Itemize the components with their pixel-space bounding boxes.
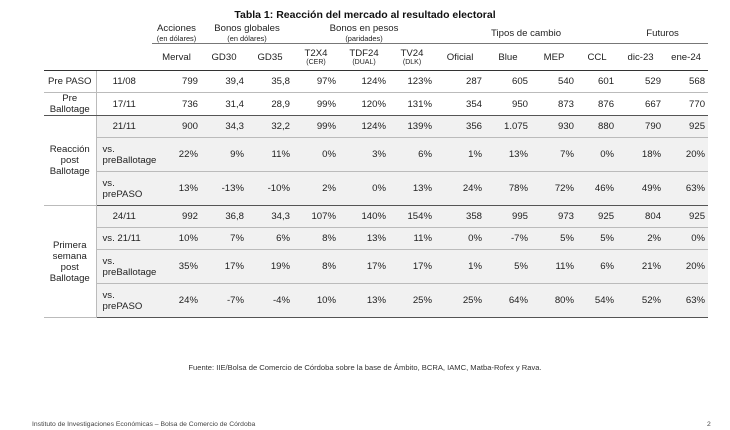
table-cell: 78% — [485, 172, 531, 206]
table-cell: 13% — [485, 138, 531, 172]
table-cell: 804 — [617, 206, 664, 228]
table-cell: 925 — [664, 206, 708, 228]
market-reaction-table — [44, 23, 708, 318]
table-cell: 35,8 — [247, 71, 293, 93]
row-date-label: vs. prePASO — [96, 172, 152, 206]
table-cell: 24% — [152, 284, 201, 318]
group-bonos-globales: Bonos globales (en dólares) — [201, 23, 293, 44]
table-row — [44, 250, 708, 284]
table-cell: 529 — [617, 71, 664, 93]
table-cell: 154% — [389, 206, 435, 228]
group-header-row — [44, 23, 708, 44]
table-cell: 3% — [339, 138, 389, 172]
table-cell: 19% — [247, 250, 293, 284]
table-cell: 13% — [152, 172, 201, 206]
table-cell: 0% — [577, 138, 617, 172]
table-cell: 107% — [293, 206, 339, 228]
row-group-label: Pre PASO — [44, 71, 96, 93]
column-header-dic-23: dic-23 — [617, 44, 664, 71]
table-cell: 17% — [339, 250, 389, 284]
table-cell: 540 — [531, 71, 577, 93]
table-cell: 49% — [617, 172, 664, 206]
table-cell: 1% — [435, 138, 485, 172]
table-cell: 39,4 — [201, 71, 247, 93]
table-cell: 54% — [577, 284, 617, 318]
row-date-label: 21/11 — [96, 116, 152, 138]
table-cell: 17% — [201, 250, 247, 284]
column-header-t2x4: T2X4 (CER) — [293, 44, 339, 71]
table-cell: 35% — [152, 250, 201, 284]
table-cell: 18% — [617, 138, 664, 172]
column-header-row — [44, 44, 708, 71]
row-date-label: 17/11 — [96, 93, 152, 116]
table-cell: 6% — [389, 138, 435, 172]
table-row — [44, 138, 708, 172]
table-cell: 354 — [435, 93, 485, 116]
table-row — [44, 116, 708, 138]
table-cell: 799 — [152, 71, 201, 93]
column-header-ccl: CCL — [577, 44, 617, 71]
table-cell: 46% — [577, 172, 617, 206]
table-cell: 11% — [531, 250, 577, 284]
table-cell: 34,3 — [247, 206, 293, 228]
row-date-label: vs. preBallotage — [96, 138, 152, 172]
group-tipos-cambio: Tipos de cambio — [435, 23, 617, 44]
table-row — [44, 172, 708, 206]
table-cell: 667 — [617, 93, 664, 116]
table-cell: 1.075 — [485, 116, 531, 138]
table-cell: 0% — [293, 138, 339, 172]
group-futuros: Futuros — [617, 23, 708, 44]
table-cell: 11% — [389, 228, 435, 250]
column-header-gd30: GD30 — [201, 44, 247, 71]
table-cell: 2% — [293, 172, 339, 206]
table-cell: 0% — [339, 172, 389, 206]
table-row — [44, 71, 708, 93]
table-cell: 992 — [152, 206, 201, 228]
table-cell: 356 — [435, 116, 485, 138]
table-cell: -7% — [485, 228, 531, 250]
table-cell: 2% — [617, 228, 664, 250]
table-cell: 358 — [435, 206, 485, 228]
column-header-oficial: Oficial — [435, 44, 485, 71]
table-title: Tabla 1: Reacción del mercado al resultado electoral — [234, 9, 496, 21]
table-cell: 10% — [152, 228, 201, 250]
table-cell: 6% — [577, 250, 617, 284]
table-cell: 605 — [485, 71, 531, 93]
table-cell: -10% — [247, 172, 293, 206]
table-cell: 139% — [389, 116, 435, 138]
table-cell: 880 — [577, 116, 617, 138]
table-cell: 28,9 — [247, 93, 293, 116]
column-header-mep: MEP — [531, 44, 577, 71]
table-cell: 99% — [293, 116, 339, 138]
table-cell: 5% — [577, 228, 617, 250]
table-cell: 0% — [664, 228, 708, 250]
row-group-label: Reacción post Ballotage — [44, 116, 96, 206]
column-header-tdf24: TDF24 (DUAL) — [339, 44, 389, 71]
table-cell: 6% — [247, 228, 293, 250]
row-date-label: 11/08 — [96, 71, 152, 93]
row-group-label: Primera semana post Ballotage — [44, 206, 96, 318]
table-cell: 140% — [339, 206, 389, 228]
table-cell: 8% — [293, 250, 339, 284]
table-cell: 287 — [435, 71, 485, 93]
table-cell: 123% — [389, 71, 435, 93]
table-cell: 97% — [293, 71, 339, 93]
table-cell: 950 — [485, 93, 531, 116]
table-cell: 24% — [435, 172, 485, 206]
table-cell: 7% — [531, 138, 577, 172]
table-cell: 973 — [531, 206, 577, 228]
table-cell: 995 — [485, 206, 531, 228]
table-cell: 80% — [531, 284, 577, 318]
table-cell: 790 — [617, 116, 664, 138]
table-cell: 72% — [531, 172, 577, 206]
table-cell: 1% — [435, 250, 485, 284]
table-row — [44, 93, 708, 116]
column-header-merval: Merval — [152, 44, 201, 71]
table-cell: 22% — [152, 138, 201, 172]
table-cell: 64% — [485, 284, 531, 318]
row-date-label: vs. prePASO — [96, 284, 152, 318]
table-cell: 36,8 — [201, 206, 247, 228]
column-header-ene-24: ene-24 — [664, 44, 708, 71]
table-cell: 8% — [293, 228, 339, 250]
table-cell: 13% — [389, 172, 435, 206]
table-cell: 5% — [531, 228, 577, 250]
table-cell: 11% — [247, 138, 293, 172]
table-row — [44, 206, 708, 228]
table-cell: 10% — [293, 284, 339, 318]
table-cell: 20% — [664, 138, 708, 172]
column-header-blue: Blue — [485, 44, 531, 71]
group-acciones: Acciones (en dólares) — [152, 23, 201, 44]
table-cell: 25% — [389, 284, 435, 318]
table-cell: 568 — [664, 71, 708, 93]
source-note: Fuente: IIE/Bolsa de Comercio de Córdoba sobre la base de Ámbito, BCRA, IAMC, Matba-Rofex y Rava. — [188, 363, 542, 372]
table-cell: 601 — [577, 71, 617, 93]
table-cell: 736 — [152, 93, 201, 116]
table-cell: 900 — [152, 116, 201, 138]
table-cell: 17% — [389, 250, 435, 284]
table-cell: 13% — [339, 284, 389, 318]
table-cell: 21% — [617, 250, 664, 284]
table-cell: 7% — [201, 228, 247, 250]
table-cell: 32,2 — [247, 116, 293, 138]
table-cell: 930 — [531, 116, 577, 138]
table-cell: 770 — [664, 93, 708, 116]
table-cell: 63% — [664, 172, 708, 206]
group-bonos-pesos: Bonos en pesos (paridades) — [293, 23, 435, 44]
table-row — [44, 284, 708, 318]
row-date-label: 24/11 — [96, 206, 152, 228]
table-row — [44, 228, 708, 250]
table-cell: 63% — [664, 284, 708, 318]
page-number: 2 — [707, 421, 711, 428]
table-cell: 5% — [485, 250, 531, 284]
table-cell: 124% — [339, 71, 389, 93]
table-cell: 876 — [577, 93, 617, 116]
table-cell: 131% — [389, 93, 435, 116]
footer-institution: Instituto de Investigaciones Económicas – Bolsa de Comercio de Córdoba — [32, 421, 256, 428]
row-date-label: vs. preBallotage — [96, 250, 152, 284]
table-cell: 925 — [577, 206, 617, 228]
column-header-gd35: GD35 — [247, 44, 293, 71]
table-cell: 124% — [339, 116, 389, 138]
row-group-label: Pre Ballotage — [44, 93, 96, 116]
table-cell: -13% — [201, 172, 247, 206]
column-header-tv24: TV24 (DLK) — [389, 44, 435, 71]
table-cell: -4% — [247, 284, 293, 318]
table-cell: 9% — [201, 138, 247, 172]
table-cell: 13% — [339, 228, 389, 250]
table-cell: 25% — [435, 284, 485, 318]
table-cell: -7% — [201, 284, 247, 318]
table-cell: 20% — [664, 250, 708, 284]
table-cell: 99% — [293, 93, 339, 116]
table-cell: 925 — [664, 116, 708, 138]
table-cell: 873 — [531, 93, 577, 116]
table-cell: 31,4 — [201, 93, 247, 116]
table-cell: 52% — [617, 284, 664, 318]
table-cell: 0% — [435, 228, 485, 250]
table-cell: 120% — [339, 93, 389, 116]
table-cell: 34,3 — [201, 116, 247, 138]
row-date-label: vs. 21/11 — [96, 228, 152, 250]
